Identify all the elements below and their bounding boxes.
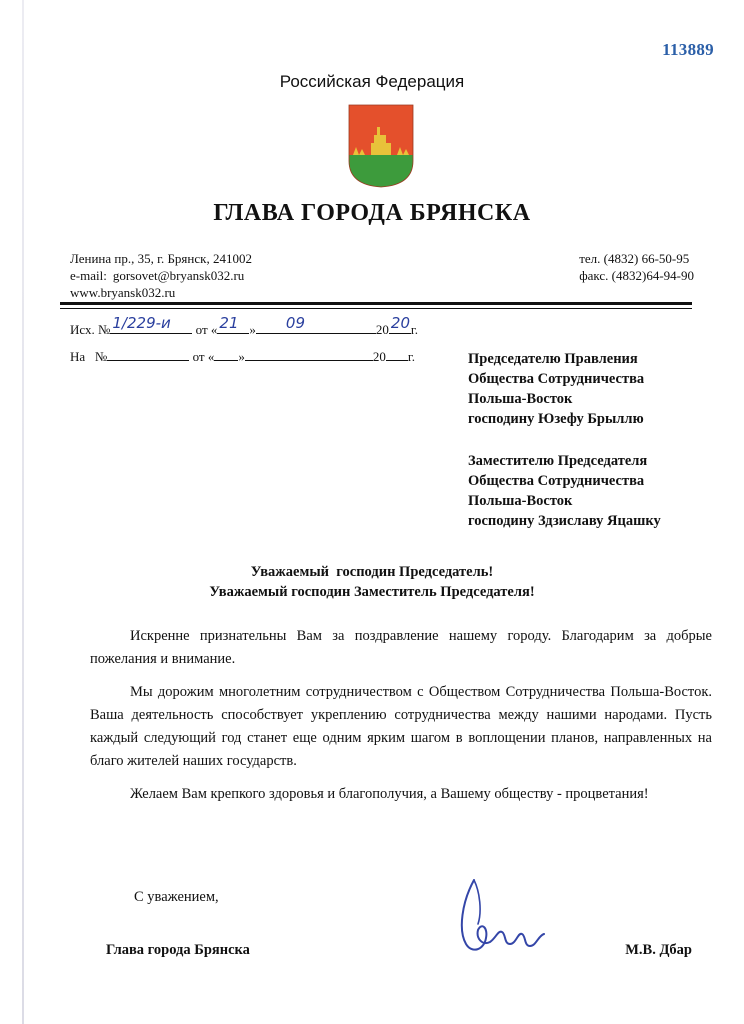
recipient-line: Председателю Правления <box>468 351 638 367</box>
reply-prefix: На № <box>70 349 108 364</box>
fax-number: факс. (4832)64-94-90 <box>579 268 694 283</box>
outgoing-year-mark: г. <box>410 322 419 337</box>
letterhead-divider-thin <box>60 308 692 309</box>
recipient-line: Польша-Восток <box>468 391 573 407</box>
postal-address: Ленина пр., 35, г. Брянск, 241002 <box>70 251 252 266</box>
reply-close-quote: » <box>238 349 245 364</box>
salutation <box>0 562 744 602</box>
body-paragraph-1: Искренне признательны Вам за поздравление нашему городу. Благодарим за добрые пожелания и внимание. <box>90 628 712 667</box>
address-block <box>70 250 252 301</box>
outgoing-year-prefix: 20 <box>375 322 389 337</box>
handwritten-signature-icon <box>452 872 562 962</box>
recipient-line: господину Юзефу Бpыллю <box>468 411 644 427</box>
outgoing-close-quote: » <box>249 322 256 337</box>
coat-of-arms-icon <box>347 103 415 189</box>
closing-regards: С уважением, <box>134 889 219 905</box>
reply-year-mark: г. <box>407 349 415 364</box>
outgoing-number: 1/229-и <box>112 314 171 332</box>
outgoing-month: 09 <box>285 314 305 332</box>
reply-year-prefix: 20 <box>372 349 386 364</box>
outgoing-from-label: от « <box>195 322 218 337</box>
outgoing-registration-row <box>70 314 419 338</box>
recipient-line: Общества Сотрудничества <box>468 473 645 489</box>
signer-name: М.В. Дбар <box>625 942 692 958</box>
registration-stamp-number: 113889 <box>662 40 714 59</box>
reply-from-label: от « <box>192 349 215 364</box>
email-label: e-mail: <box>70 268 107 283</box>
recipient-line: Заместителю Председателя <box>468 453 648 469</box>
email-address: gorsovet@bryansk032.ru <box>112 268 245 283</box>
page-edge <box>22 0 24 1024</box>
recipient-line: Польша-Восток <box>468 493 573 509</box>
recipient-deputy <box>468 451 661 531</box>
letterhead-divider-thick <box>60 302 692 305</box>
contact-block <box>579 250 694 284</box>
organization-title: ГЛАВА ГОРОДА БРЯНСКА <box>213 200 531 226</box>
recipient-line: Общества Сотрудничества <box>468 371 645 387</box>
country-heading: Российская Федерация <box>279 72 465 91</box>
salutation-chairman: Уважаемый господин Председатель! <box>250 564 494 580</box>
email-line <box>70 267 252 284</box>
body-paragraph-3: Желаем Вам крепкого здоровья и благополучия, а Вашему обществу - процветания! <box>130 786 649 802</box>
website: www.bryansk032.ru <box>70 285 176 300</box>
outgoing-prefix: Исх. № <box>70 322 111 337</box>
signer-title: Глава города Брянска <box>106 942 250 958</box>
recipient-chairman <box>468 349 644 429</box>
recipient-line: господину Здзиславу Яцашку <box>468 513 661 529</box>
outgoing-year-suffix: 20 <box>390 314 410 332</box>
salutation-deputy: Уважаемый господин Заместитель Председателя! <box>209 584 535 600</box>
body-paragraph-2: Мы дорожим многолетним сотрудничеством с Обществом Сотрудничества Польша-Восток. Ваша деятельность способствует укреплению сотрудничества между нашими народами. Пусть каждый следующий год станет еще одним ярким шагом в воплощении планов, направленных на благо жителей наших государств. <box>90 684 712 769</box>
letter-body <box>90 625 712 816</box>
outgoing-day: 21 <box>219 314 239 332</box>
reply-registration-row <box>70 345 415 365</box>
phone-number: тел. (4832) 66-50-95 <box>579 251 690 266</box>
